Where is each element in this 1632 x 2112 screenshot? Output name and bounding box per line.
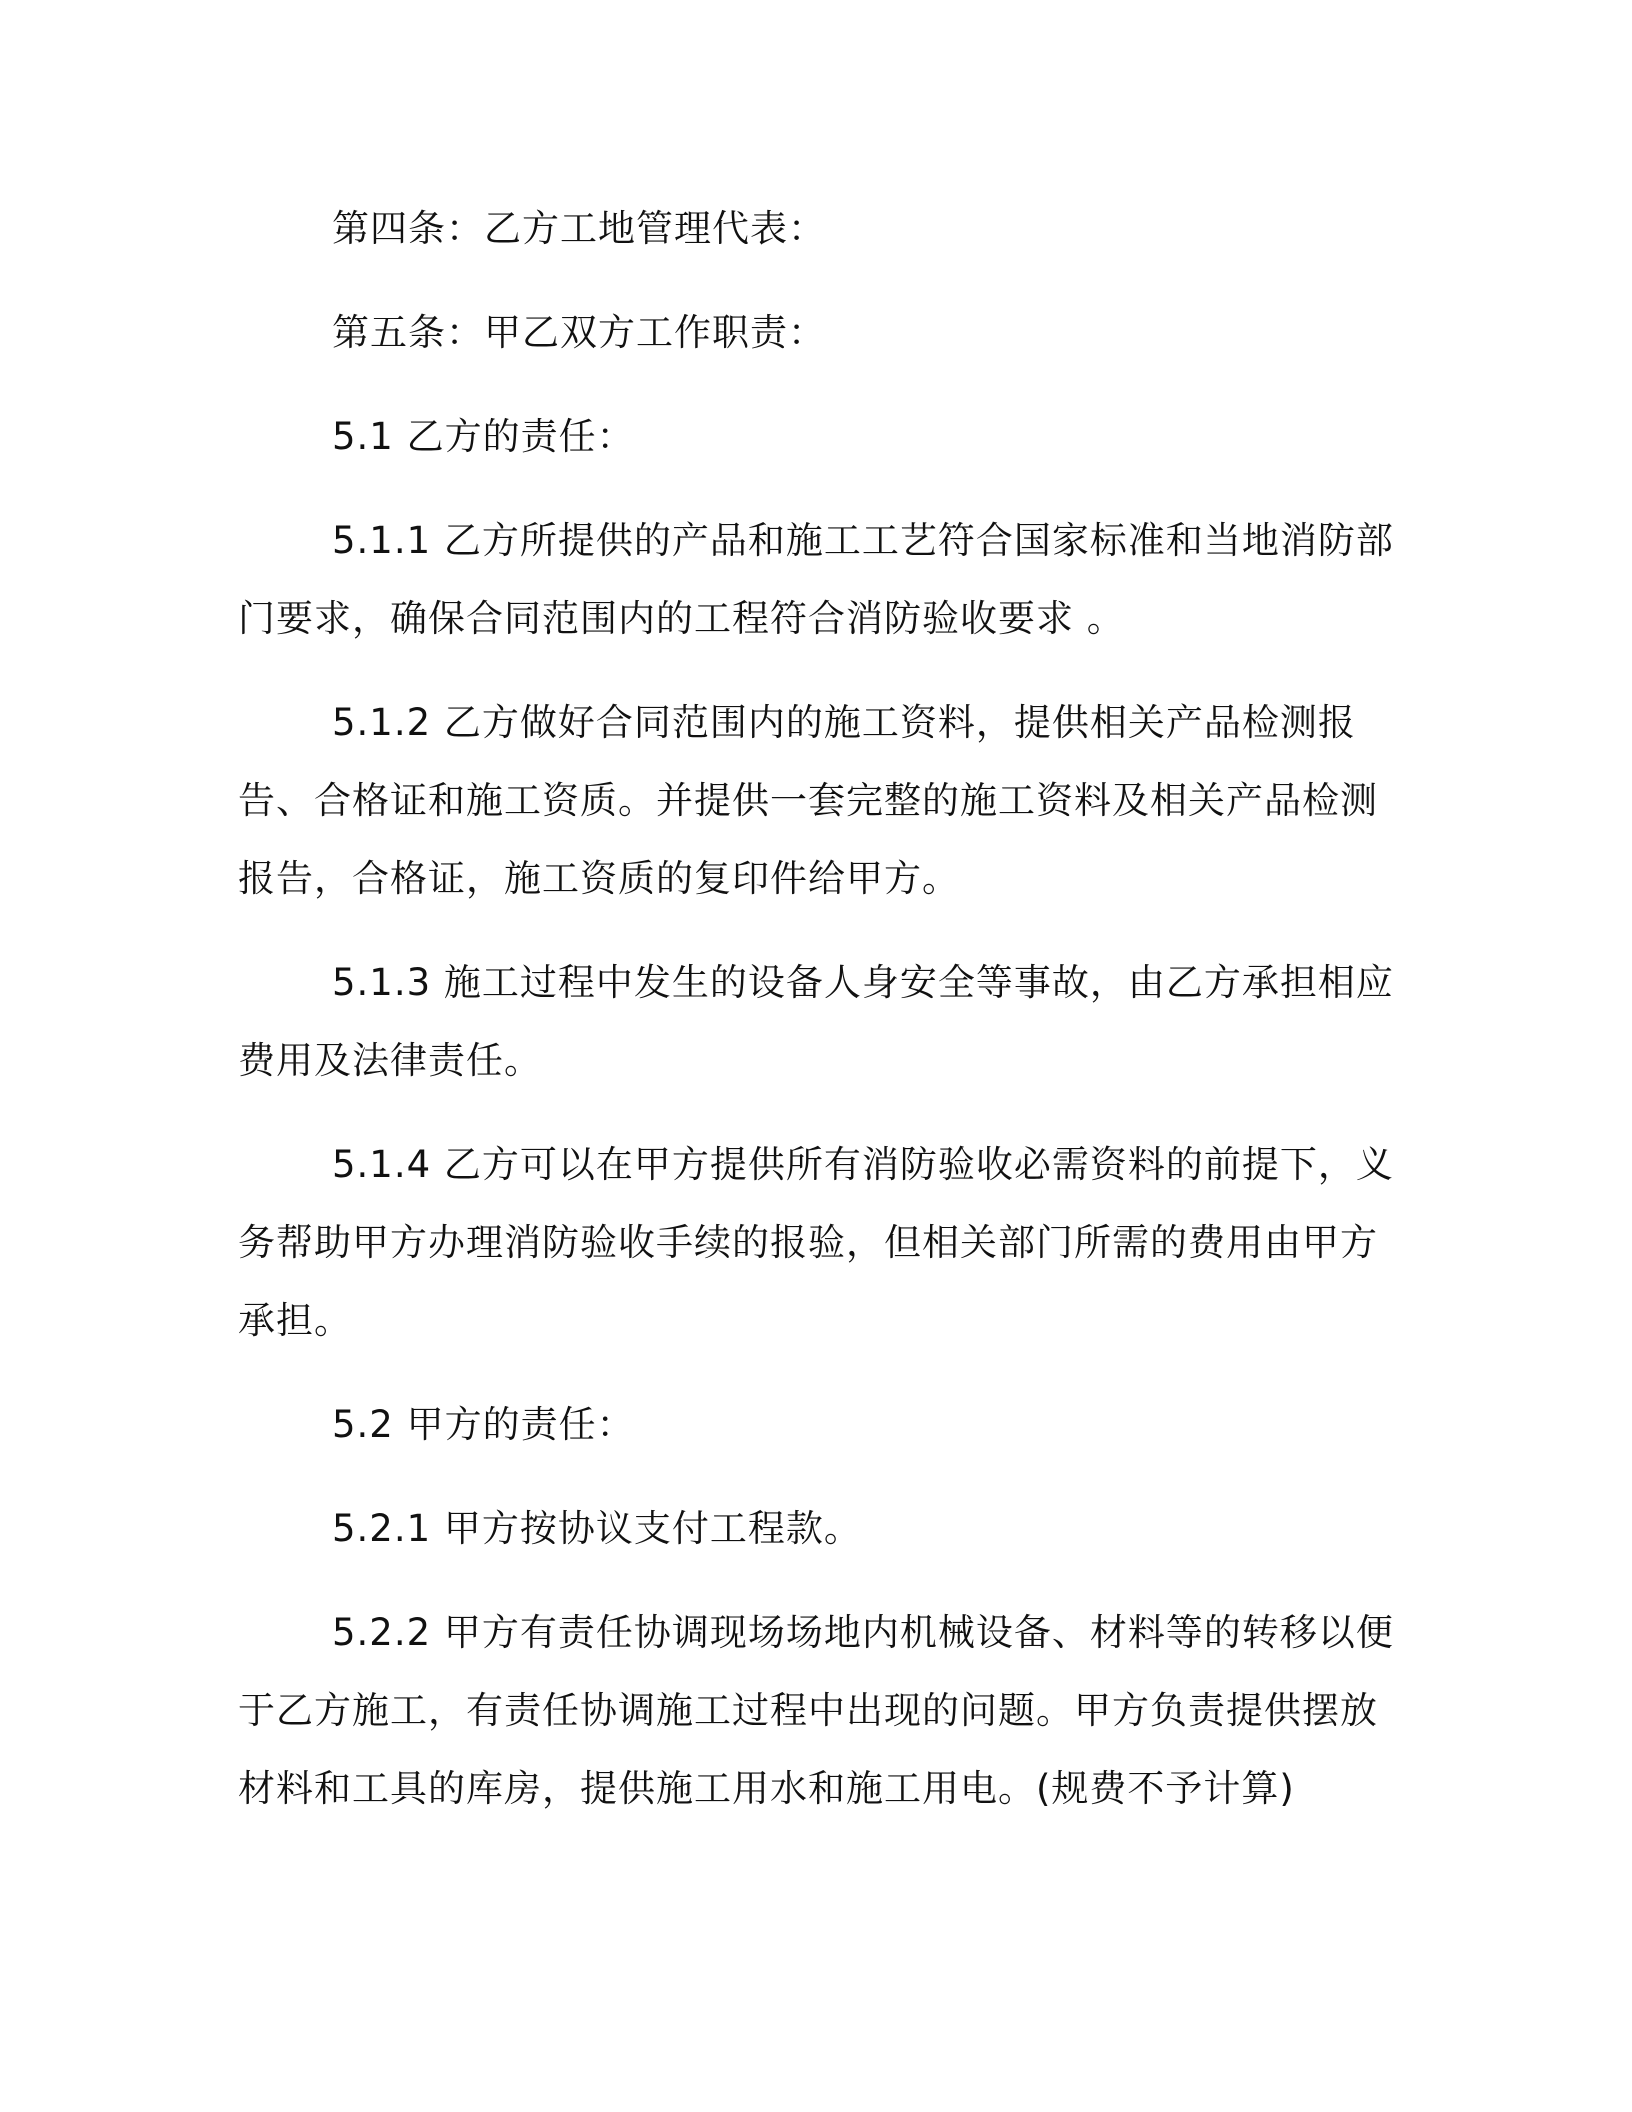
document-body	[238, 190, 1394, 1828]
clause-5-1-2: 5.1.2 乙方做好合同范围内的施工资料，提供相关产品检测报告、合格证和施工资质。并提供一套完整的施工资料及相关产品检测报告，合格证，施工资质的复印件给甲方。	[238, 701, 1378, 900]
clause-5-heading: 第五条：甲乙双方工作职责：	[332, 311, 826, 354]
clause-5-2-1: 5.2.1 甲方按协议支付工程款。	[332, 1507, 862, 1550]
clause-4-heading: 第四条：乙方工地管理代表：	[332, 207, 826, 250]
clause-5-2-2: 5.2.2 甲方有责任协调现场场地内机械设备、材料等的转移以便于乙方施工，有责任协调施工过程中出现的问题。甲方负责提供摆放材料和工具的库房，提供施工用水和施工用电。(规费不予计算)	[238, 1611, 1394, 1810]
clause-5-1-4: 5.1.4 乙方可以在甲方提供所有消防验收必需资料的前提下，义务帮助甲方办理消防验收手续的报验，但相关部门所需的费用由甲方承担。	[238, 1143, 1394, 1342]
clause-5-1-1: 5.1.1 乙方所提供的产品和施工工艺符合国家标准和当地消防部门要求，确保合同范围内的工程符合消防验收要求 。	[238, 519, 1394, 640]
section-5-1-heading: 5.1 乙方的责任：	[332, 415, 635, 458]
section-5-2-heading: 5.2 甲方的责任：	[332, 1403, 635, 1446]
clause-5-1-3: 5.1.3 施工过程中发生的设备人身安全等事故，由乙方承担相应费用及法律责任。	[238, 961, 1394, 1082]
